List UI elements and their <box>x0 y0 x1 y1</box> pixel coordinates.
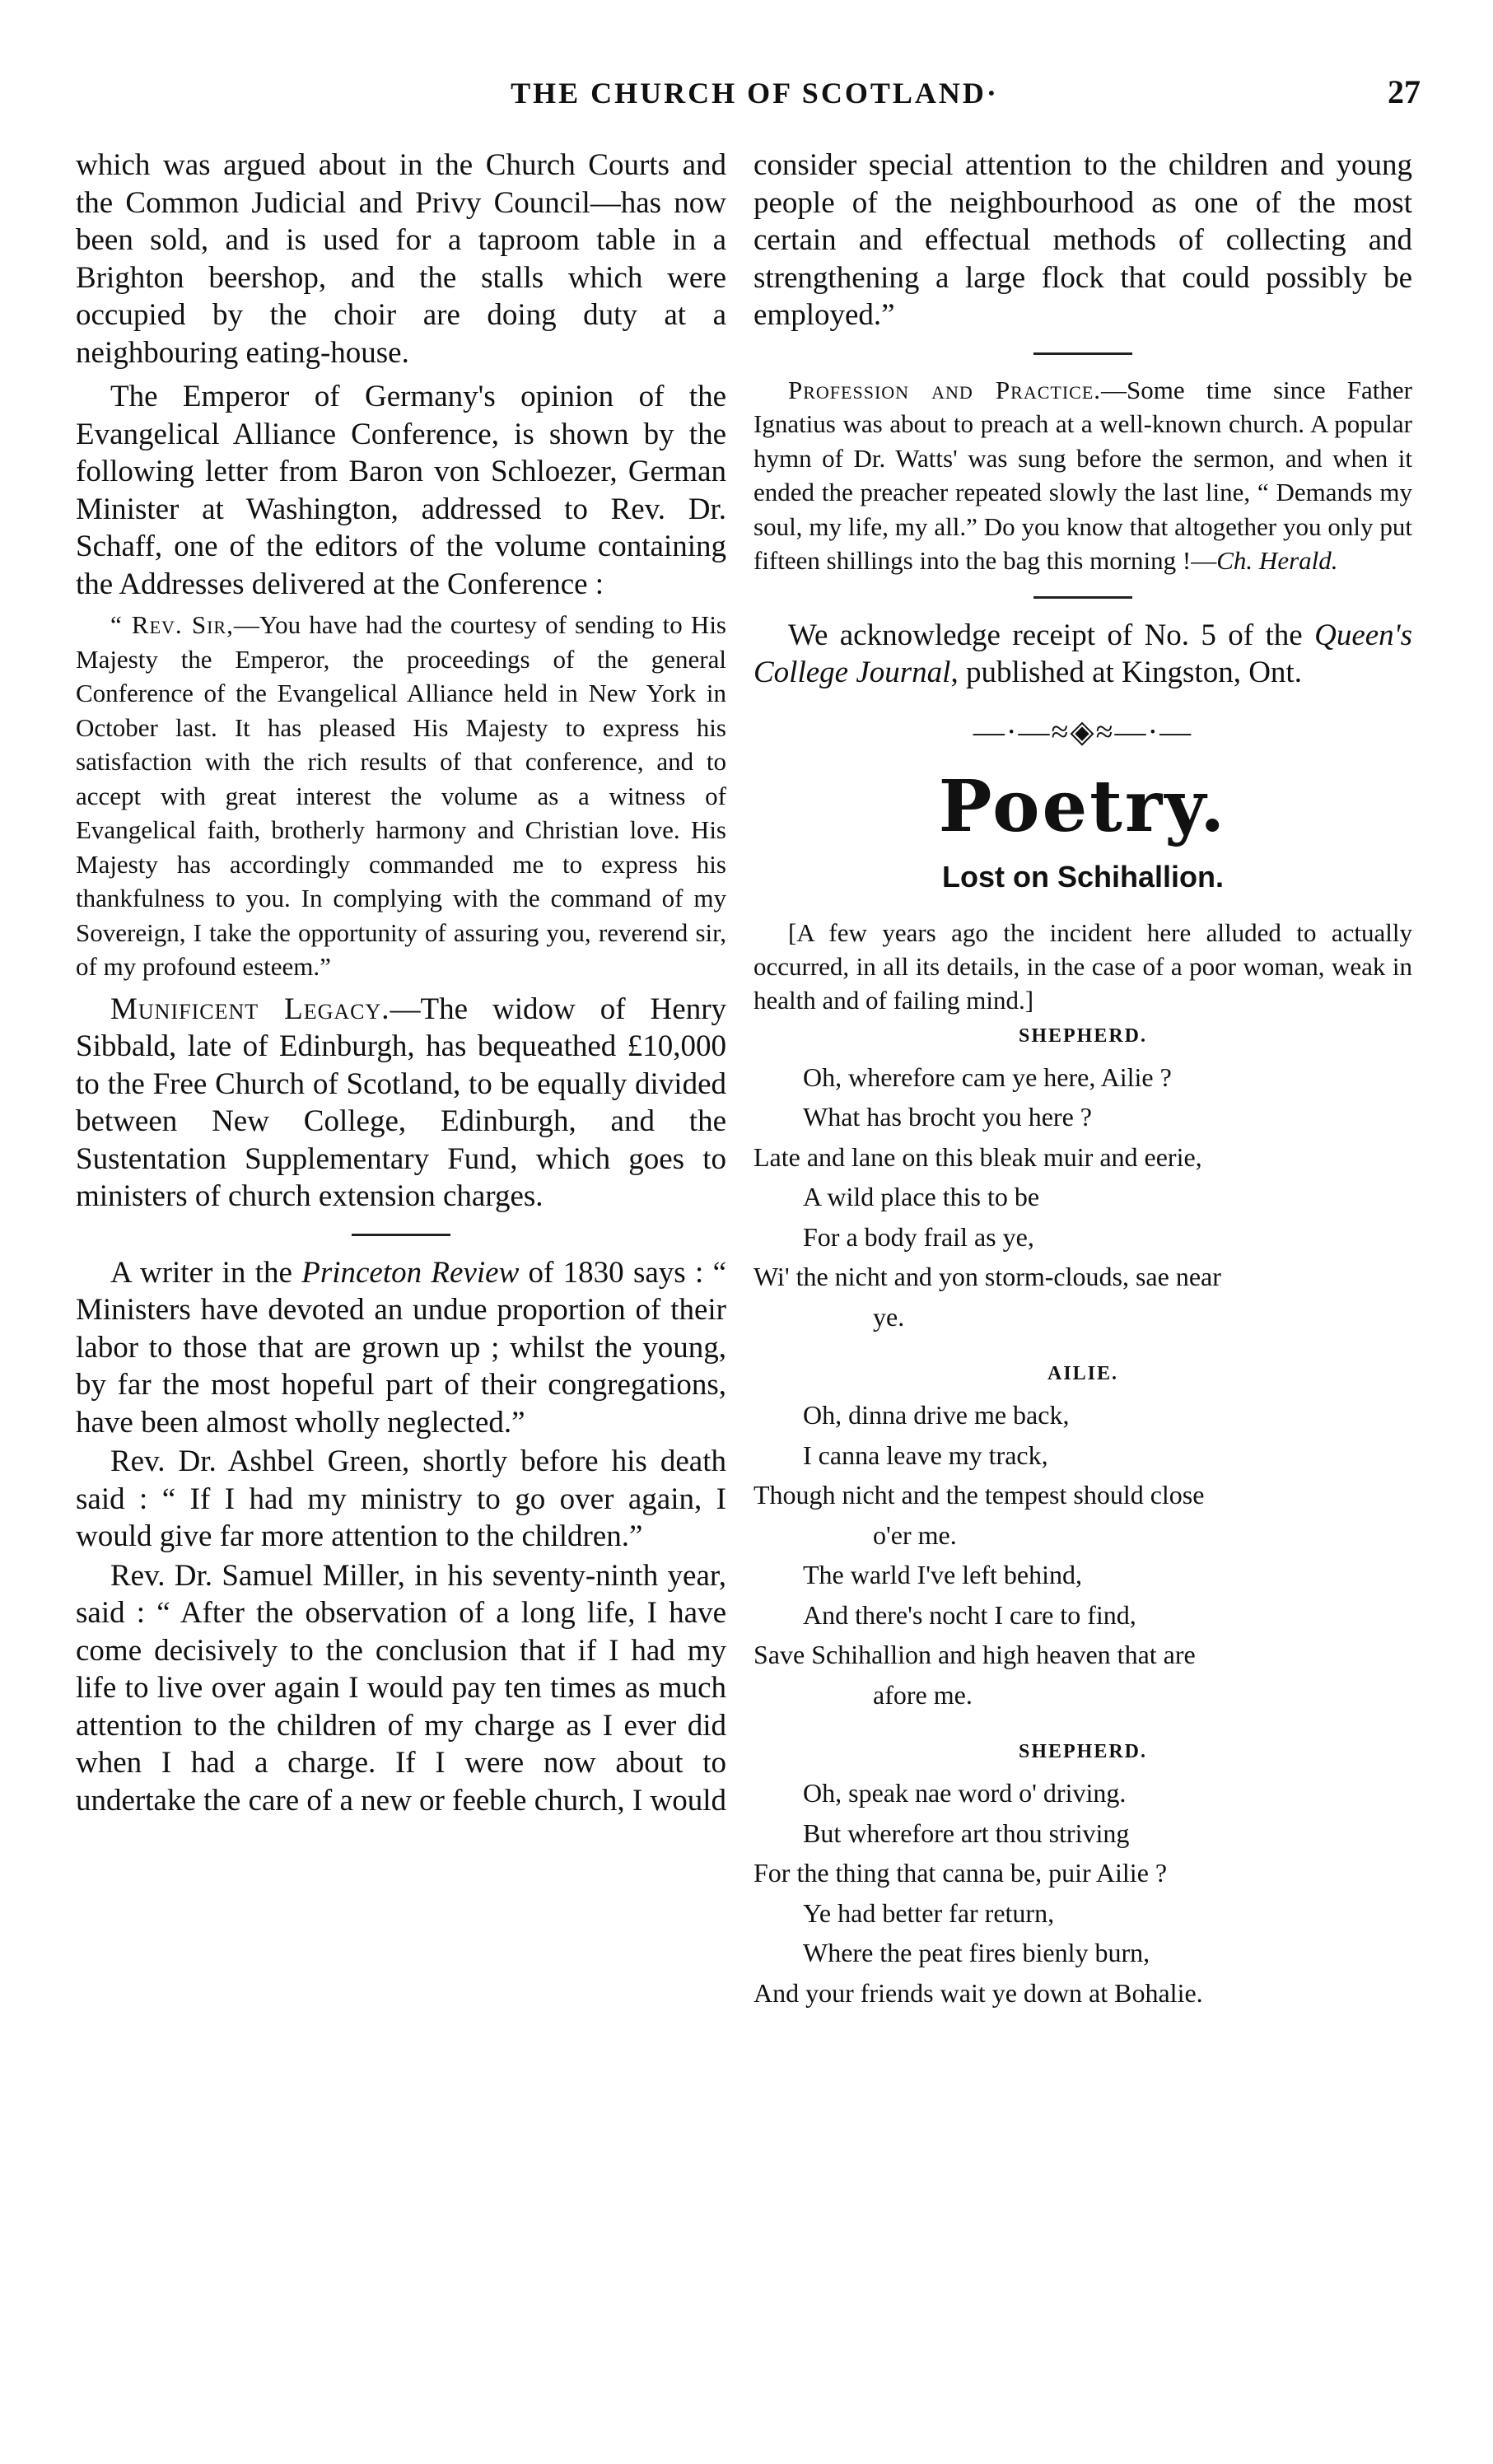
stanza-gap <box>753 1337 1412 1356</box>
poem-line: Though nicht and the tempest should close <box>753 1480 1205 1510</box>
poem-line: Oh, dinna drive me back, <box>803 1400 1070 1430</box>
profession-source: Ch. Herald. <box>1216 546 1338 575</box>
paragraph-profession-practice <box>753 373 1412 578</box>
legacy-body: —The widow of Henry Sibbald, late of Edinburgh, has bequeathed £10,000 to the Free Church of Scotland, to be equally divided between New College, Edinburgh, and the Sustentation Supplementary Fund, which goes to ministers of church extension charges. <box>76 992 727 1213</box>
poetry-heading: Poetry. <box>938 764 1228 848</box>
princeton-review-title: Princeton Review <box>301 1255 520 1290</box>
speaker-label: SHEPHERD. <box>1018 1024 1148 1047</box>
paragraph-samuel-miller: Rev. Dr. Samuel Miller, in his seventy-ninth year, said : “ After the observation of a long life, I have come decisively to the conclusion that if I had my life to live over again I would pay ten times as much attention to the children of my charge as I ever did when I had a charge. If I were now about to undertake the care of a new or feeble church, I would <box>76 1558 726 1818</box>
poem-line: Save Schihallion and high heaven that are <box>753 1640 1196 1669</box>
poem-prefatory-note: [A few years ago the incident here alluded to actually occurred, in all its details, in the case of a poor woman, weak in health and of failing mind.] <box>753 917 1412 1015</box>
ack-text-after: , published at Kingston, Ont. <box>950 656 1302 689</box>
paragraph-emperor-opinion: The Emperor of Germany's opinion of the Evangelical Alliance Conference, is shown by the following letter from Baron von Schloezer, German Minister at Washington, addressed to Rev. Dr. Schaff, one of the editors of the volume containing the Addresses delivered at the Conference : <box>76 380 726 601</box>
stanza-gap <box>753 1715 1412 1734</box>
stanza-1 <box>753 1057 1412 1337</box>
poem-line: afore me. <box>873 1679 973 1710</box>
poem-title: Lost on Schihallion. <box>942 859 1224 894</box>
poem-line: And there's nocht I care to find, <box>803 1599 1136 1630</box>
section-divider <box>1033 352 1132 355</box>
poem-line: A wild place this to be <box>803 1182 1040 1211</box>
poem-line: For a body frail as ye, <box>803 1221 1034 1252</box>
poem-line: And your friends wait ye down at Bohalie. <box>753 1977 1203 2008</box>
running-title: THE CHURCH OF SCOTLAND· <box>511 77 999 110</box>
poem-line: I canna leave my track, <box>803 1440 1048 1470</box>
paragraph-acknowledgement <box>753 617 1412 692</box>
paragraph-church-stalls: which was argued about in the Church Courts and the Common Judicial and Privy Council—has now been sold, and is used for a taproom table in a Brighton beershop, and the stalls which were occupied by the choir are doing duty at a neighbouring eating-house. <box>76 148 726 370</box>
paragraph-ashbel-green: Rev. Dr. Ashbel Green, shortly before his death said : “ If I had my ministry to go over again, I would give far more attention to the children.” <box>76 1444 726 1553</box>
section-divider <box>352 1234 450 1236</box>
poem-line: o'er me. <box>873 1519 957 1550</box>
speaker-label: AILIE. <box>1047 1363 1119 1384</box>
poem-line: Where the peat fires bienly burn, <box>803 1938 1150 1967</box>
stanza-2 <box>753 1395 1412 1715</box>
poem-line: What has brocht you here ? <box>803 1102 1092 1132</box>
poem-line: Wi' the nicht and yon storm-clouds, sae near <box>753 1262 1221 1291</box>
profession-heading: Profession and Practice. <box>788 375 1102 404</box>
paragraph-princeton-review <box>76 1254 726 1442</box>
letter-body: —You have had the courtesy of sending to His Majesty the Emperor, the proceedings of the general Conference of the Evangelical Alliance held in New York in October last. It has pleased His Majesty to express his satisfaction with the rich results of that conference, and to accept with great interest the volume as a witness of Evangelical faith, brotherly harmony and Christian love. His Majesty has accordingly commanded me to express his thankfulness to you. In complying with the command of my Sovereign, I take the opportunity of assuring you, reverend sir, of my profound esteem.” <box>76 610 726 981</box>
profession-body: —Some time since Father Ignatius was about to preach at a well-known church. A popular hymn of Dr. Watts' was sung before the sermon, and when it ended the preacher repeated slowly the last line, “ Demands my soul, my life, my all.” Do you know that altogether you only put fifteen shillings into the bag this morning !— <box>753 375 1412 575</box>
poem-line: Late and lane on this bleak muir and eerie, <box>753 1141 1202 1172</box>
princeton-text-after: of 1830 says : “ Ministers have devoted an undue proportion of their labor to those that are grown up ; whilst the young, by far the most hopeful part of their congregations, have been almost wholly neglected.” <box>76 1255 726 1440</box>
paragraph-schloezer-letter <box>76 608 726 984</box>
left-column <box>76 147 726 1819</box>
poem-line: The warld I've left behind, <box>803 1560 1082 1589</box>
poem-line: Oh, speak nae word o' driving. <box>803 1778 1127 1808</box>
speaker-label: SHEPHERD. <box>1018 1741 1148 1762</box>
stanza-3 <box>753 1773 1412 2013</box>
legacy-heading: Munificent Legacy. <box>110 992 390 1026</box>
page-header <box>74 72 1435 122</box>
section-divider <box>1033 596 1132 599</box>
princeton-text-before: A writer in the <box>110 1255 302 1290</box>
journal-title: Queen's College Journal <box>753 618 1412 689</box>
paragraph-munificent-legacy <box>76 991 726 1216</box>
poem-line: For the thing that canna be, puir Ailie ? <box>753 1858 1168 1888</box>
poem-line: ye. <box>873 1301 905 1332</box>
ornament-divider: —·—≈◈≈—·— <box>973 714 1193 749</box>
poem-line: Ye had better far return, <box>803 1897 1055 1928</box>
paragraph-miller-continued: consider special attention to the children and young people of the neighbourhood as one of the most certain and effectual methods of collecting and strengthening a large flock that could possibly be employed.” <box>753 148 1412 332</box>
poem-line: But wherefore art thou striving <box>803 1818 1130 1848</box>
page-number: 27 <box>1388 73 1421 110</box>
right-column <box>753 147 1412 2013</box>
ack-text-before: We acknowledge receipt of No. 5 of the <box>788 618 1315 652</box>
letter-salutation: “ Rev. Sir, <box>110 610 234 639</box>
poem-line: Oh, wherefore cam ye here, Ailie ? <box>803 1062 1172 1092</box>
